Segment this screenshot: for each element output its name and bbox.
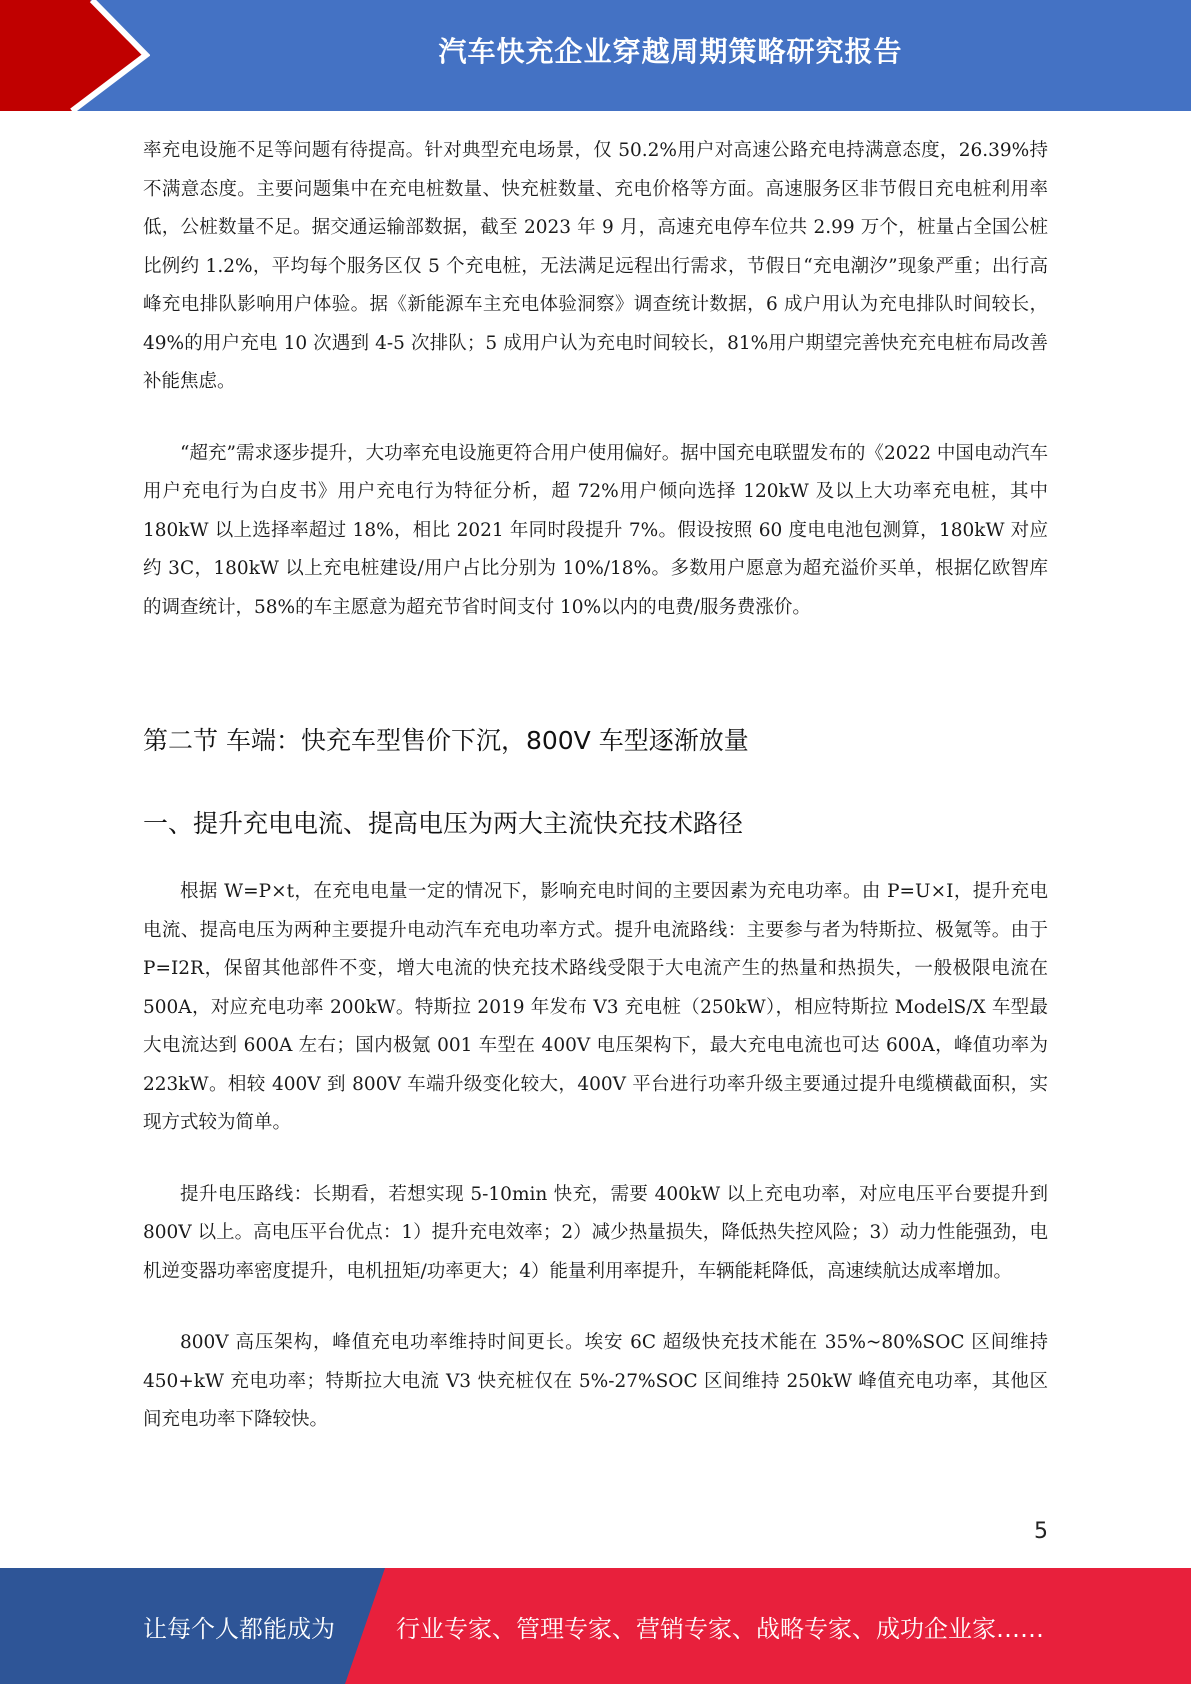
page-footer [0,1568,1191,1684]
footer-slogan-left: 让每个人都能成为 [143,1614,335,1643]
report-title: 汽车快充企业穿越周期策略研究报告 [438,35,903,68]
paragraph-current-route: 根据 W=P×t，在充电电量一定的情况下，影响充电时间的主要因素为充电功率。由 P=U×I，提升充电电流、提高电压为两种主要提升电动汽车充电功率方式。提升电流路线：主要参与者为特斯拉、极氪等。由于 P=I2R，保留其他部件不变，增大电流的快充技术路线受限于大电流产生的热量和热损失，一般极限电流在 500A，对应充电功率 200kW。特斯拉 2019 年发布 V3 充电桩（250kW），相应特斯拉 ModelS/X 车型最大电流达到 600A 左右；国内极氪 001 车型在 400V 电压架构下，最大充电电流也可达 600A，峰值功率为 223kW。相较 400V 到 800V 车端升级变化较大，400V 平台进行功率升级主要通过提升电缆横截面积，实现方式较为简单。 [143,881,1048,1133]
subsection-title: 一、提升充电电流、提高电压为两大主流快充技术路径 [143,809,744,838]
paragraph-800v-architecture: 800V 高压架构，峰值充电功率维持时间更长。埃安 6C 超级快充技术能在 35%~80%SOC 区间维持 450+kW 充电功率；特斯拉大电流 V3 快充桩仅在 5%-27%SOC 区间维持 250kW 峰值充电功率，其他区间充电功率下降较快。 [143,1332,1048,1430]
header-arrow-decoration [0,0,150,111]
paragraph-supercharging-demand: “超充”需求逐步提升，大功率充电设施更符合用户使用偏好。据中国充电联盟发布的《2022 中国电动汽车用户充电行为白皮书》用户充电行为特征分析，超 72%用户倾向选择 120kW 及以上大功率充电桩，其中 180kW 以上选择率超过 18%，相比 2021 年同时段提升 7%。假设按照 60 度电电池包测算，180kW 对应约 3C，180kW 以上充电桩建设/用户占比分别为 10%/18%。多数用户愿意为超充溢价买单，根据亿欧智库的调查统计，58%的车主愿意为超充节省时间支付 10%以内的电费/服务费涨价。 [143,442,1048,618]
section-title: 第二节 车端：快充车型售价下沉，800V 车型逐渐放量 [143,726,749,755]
page-content [143,132,1048,1440]
paragraph-charging-satisfaction: 率充电设施不足等问题有待提高。针对典型充电场景，仅 50.2%用户对高速公路充电持满意态度，26.39%持不满意态度。主要问题集中在充电桩数量、快充桩数量、充电价格等方面。高速服务区非节假日充电桩利用率低，公桩数量不足。据交通运输部数据，截至 2023 年 9 月，高速充电停车位共 2.99 万个，桩量占全国公桩比例约 1.2%，平均每个服务区仅 5 个充电桩，无法满足远程出行需求，节假日“充电潮汐”现象严重；出行高峰充电排队影响用户体验。据《新能源车主充电体验洞察》调查统计数据，6 成户用认为充电排队时间较长，49%的用户充电 10 次遇到 4-5 次排队；5 成用户认为充电时间较长，81%用户期望完善快充充电桩布局改善补能焦虑。 [143,140,1048,392]
page-header [0,0,1191,111]
footer-slogan-right: 行业专家、管理专家、营销专家、战略专家、成功企业家…… [396,1614,1044,1643]
page-number: 5 [1034,1519,1048,1544]
paragraph-voltage-route: 提升电压路线：长期看，若想实现 5-10min 快充，需要 400kW 以上充电功率，对应电压平台要提升到 800V 以上。高电压平台优点：1）提升充电效率；2）减少热量损失，降低热失控风险；3）动力性能强劲，电机逆变器功率密度提升，电机扭矩/功率更大；4）能量利用率提升，车辆能耗降低，高速续航达成率增加。 [143,1183,1048,1282]
